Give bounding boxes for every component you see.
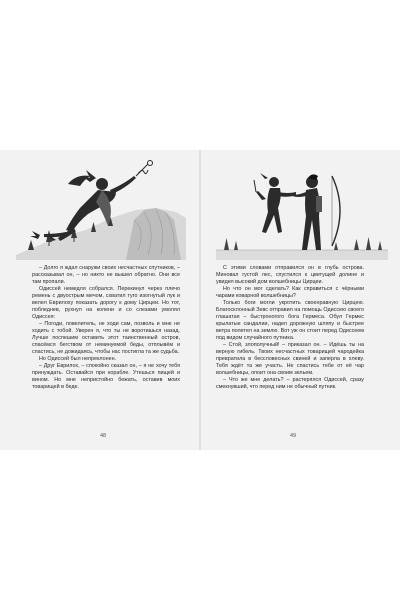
book-spread <box>0 150 400 450</box>
paragraph: – Погоди, повелитель, не ходи сам, позволь и мне не ходить с тобой. Уверен я, что ты не воротишься назад. Лучше поспешим оставить этот таинственный остров, спасёмся бегством от неминуемой беды, отплывём и спастись, не дожидаясь, чтобы нас постигла та же судьба. <box>32 321 180 355</box>
paragraph: – Друг Еврилох, – спокойно сказал он, – я не хочу тебя принуждать. Оставайся при корабле. Утешься пищей и вином. Но мне непристойно бежать, оставив моих товарищей в беде. <box>32 363 180 390</box>
left-page <box>0 150 200 450</box>
right-page-text <box>216 265 364 391</box>
hermes-flying-illustration <box>16 160 186 260</box>
left-page-text <box>32 265 180 391</box>
paragraph: – Долго я ждал снаружи своих несчастных спутников, – рассказывал он, – но никто не вышел обратно. Они все там пропали. <box>32 265 180 285</box>
page-number: 48 <box>100 433 107 439</box>
paragraph: С этими словами отправился он в глубь острова. Миновал густой лес, спустился к цветущей долине и увидел высокий дом волшебницы Цирцеи. <box>216 265 364 285</box>
right-page <box>200 150 400 450</box>
paragraph: Только боги могли укротить своенравную Цирцею. Благосклонный Зевс отправил на помощь Одиссею своего глашатая – быстроногого бога Гермеса. Обул Гермес крылатые сандалии, надел дорожную шляпу и быстрее ветра полетел на землю. Вот уж он стоит перед Одиссеем под видом случайного путника. <box>216 300 364 341</box>
paragraph: Но Одиссей был непреклонен. <box>39 356 117 362</box>
page-number: 49 <box>290 433 297 439</box>
hermes-meets-odysseus-illustration <box>216 170 388 260</box>
paragraph: – Стой, злополучный! – приказал он. – Идёшь ты на верную гибель. Твоих несчастных товарищей чародейка превратила в бессловесных свиней и заперла в хлеву. Тебя ждёт та же участь. Не спастись тебе от её чар волшебницы, опоит она своим зельем. <box>216 342 364 376</box>
paragraph: Но что он мог сделать? Как справиться с чёрными чарами коварной волшебницы? <box>216 286 364 299</box>
paragraph: – Что же мне делать? – растерялся Одиссей, сразу смекнувший, что перед ним не обычный путник. <box>216 377 364 390</box>
paragraph: Одиссей немедля собрался. Перекинул через плечо ремень с двуострым мечом, схватил туго изогнутый лук и велел Еврилоху показать дорогу к дому Цирцеи. Но тот, побледнев, рухнул на колени и со слезами умолял Одиссея: <box>32 286 180 320</box>
